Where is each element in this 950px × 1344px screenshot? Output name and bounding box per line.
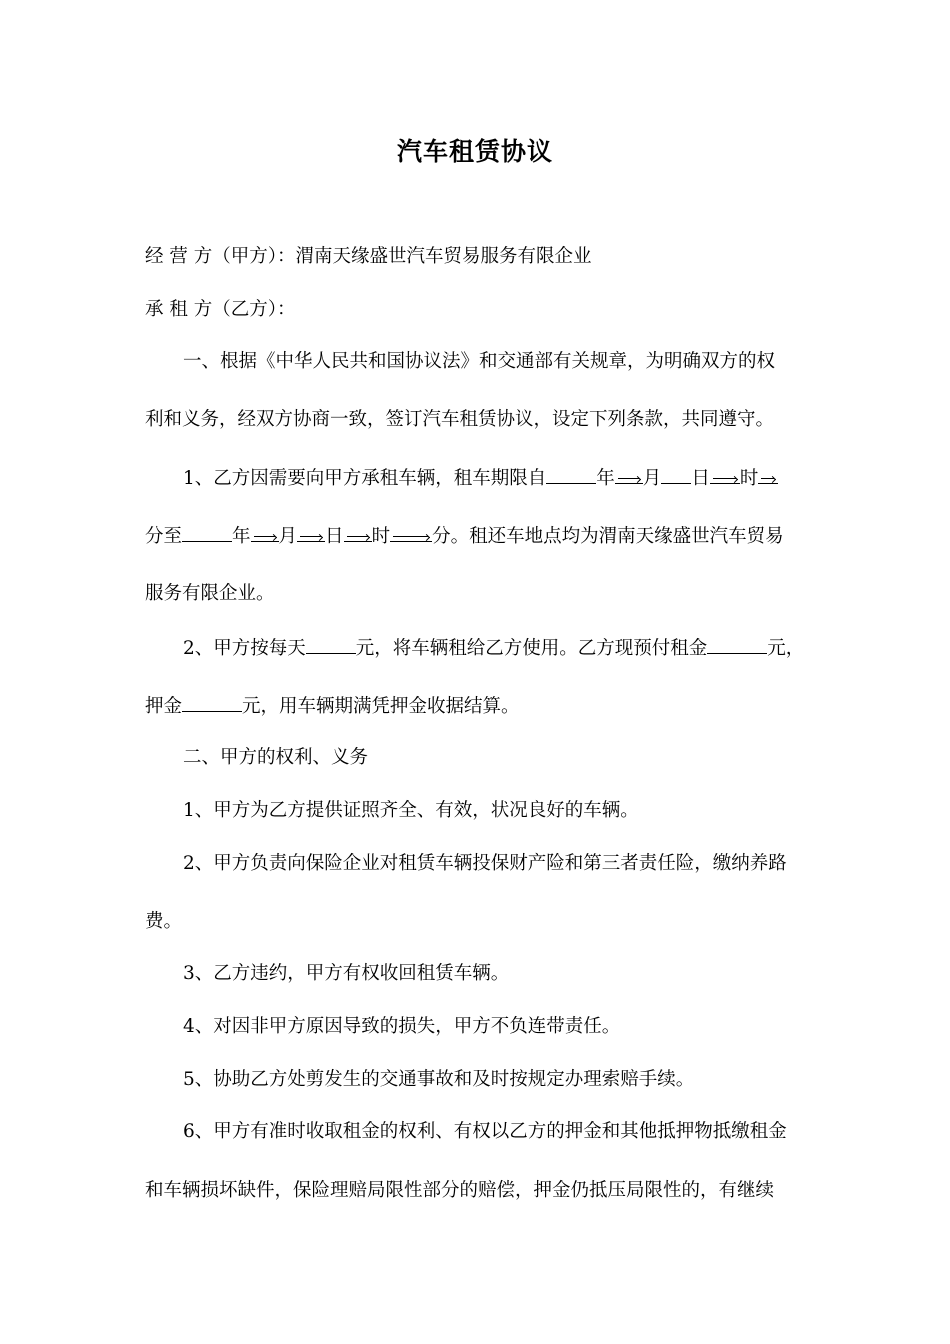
- clause2-prepay-label: 元，将车辆租给乙方使用。乙方现预付租金: [355, 638, 708, 659]
- clause2-line2: [145, 693, 520, 720]
- clause2-line1: [183, 635, 804, 662]
- daily-rate-blank: [306, 635, 356, 654]
- end-day-blank: [297, 523, 325, 542]
- section2-item6-line2: 和车辆损坏缺件，保险理赔局限性部分的赔偿，押金仍抵压局限性的，有继续: [145, 1180, 775, 1201]
- lessee-line: 承 租 方（乙方）：: [145, 299, 296, 320]
- hour-label: 时: [739, 468, 759, 489]
- clause1-line3: 服务有限企业。: [145, 583, 275, 604]
- end-hour-blank: [344, 523, 372, 542]
- month-label: 月: [642, 468, 662, 489]
- document-title: 汽车租赁协议: [396, 137, 553, 166]
- section2-item2-line2: 费。: [145, 911, 183, 932]
- deposit-label: 押金: [145, 696, 183, 717]
- section2-item5: 5、协助乙方处剪发生的交通事故和及时按规定办理索赔手续。: [183, 1069, 695, 1090]
- start-day-blank: [661, 465, 691, 484]
- clause1-text-start: 1、乙方因需要向甲方承租车辆，租车期限自: [183, 468, 547, 489]
- section2-item6-line1: 6、甲方有准时收取租金的权利、有权以乙方的押金和其他抵押物抵缴租金: [183, 1121, 787, 1142]
- start-month-blank: [615, 465, 643, 484]
- start-minute-blank: [758, 465, 778, 484]
- section2-heading: 二、甲方的权利、义务: [183, 747, 369, 768]
- operator-line: 经 营 方（甲方）：渭南天缘盛世汽车贸易服务有限企业: [145, 246, 592, 267]
- clause2-yuan-label: 元，: [767, 638, 805, 659]
- section1-intro-line2: 利和义务，经双方协商一致，签订汽车租赁协议，设定下列条款，共同遵守。: [145, 409, 775, 430]
- deposit-blank: [182, 693, 242, 712]
- end-minute-blank: [390, 523, 432, 542]
- section2-item4: 4、对因非甲方原因导致的损失，甲方不负连带责任。: [183, 1016, 621, 1037]
- section2-item1: 1、甲方为乙方提供证照齐全、有效，状况良好的车辆。: [183, 800, 639, 821]
- day-label: 日: [691, 468, 710, 489]
- start-hour-blank: [710, 465, 740, 484]
- end-hour-label: 时: [371, 526, 391, 547]
- end-day-label: 日: [325, 526, 344, 547]
- end-year-blank: [182, 523, 232, 542]
- end-month-label: 月: [278, 526, 298, 547]
- clause2-settlement-text: 元，用车辆期满凭押金收据结算。: [242, 696, 520, 717]
- section2-item2-line1: 2、甲方负责向保险企业对租赁车辆投保财产险和第三者责任险，缴纳养路: [183, 853, 787, 874]
- section1-intro-line1: 一、根据《中华人民共和国协议法》和交通部有关规章，为明确双方的权: [183, 351, 776, 372]
- section2-item3: 3、乙方违约，甲方有权收回租赁车辆。: [183, 963, 510, 984]
- clause1-location-text: 分。租还车地点均为渭南天缘盛世汽车贸易: [432, 526, 784, 547]
- end-year-label: 年: [232, 526, 251, 547]
- start-year-blank: [546, 465, 596, 484]
- clause1-line1: [183, 465, 778, 492]
- year-label: 年: [596, 468, 615, 489]
- clause2-daily-label: 2、甲方按每天: [183, 638, 306, 659]
- prepaid-rent-blank: [707, 635, 767, 654]
- end-month-blank: [251, 523, 279, 542]
- clause1-to-label: 分至: [145, 526, 183, 547]
- clause1-line2: [145, 523, 784, 550]
